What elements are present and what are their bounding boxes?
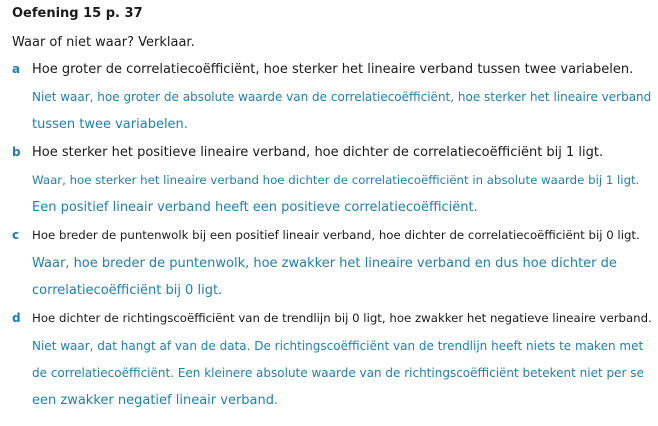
exercise-title: Oefening 15 p. 37 (12, 6, 143, 21)
item-answer-line: Niet waar, hoe groter de absolute waarde van de correlatiecoëfficiënt, hoe sterker het lineaire verband (32, 90, 652, 104)
item-answer-line: Niet waar, dat hangt af van de data. De richtingscoëfficiënt van de trendlijn heeft niets te maken met (32, 339, 644, 353)
item-letter: c (12, 228, 20, 242)
exercise-instruction: Waar of niet waar? Verklaar. (12, 35, 195, 50)
item-question: Hoe sterker het positieve lineaire verband, hoe dichter de correlatiecoëfficiënt bij 1 ligt. (32, 145, 604, 160)
item-answer-line: een zwakker negatief lineair verband. (32, 393, 279, 408)
item-letter: d (12, 311, 21, 325)
item-answer-line: Waar, hoe sterker het lineaire verband hoe dichter de correlatiecoëfficiënt in absolute waarde bij 1 ligt. (32, 173, 640, 187)
item-question: Hoe breder de puntenwolk bij een positief lineair verband, hoe dichter de correlatiecoëfficiënt bij 0 ligt. (32, 228, 640, 242)
item-answer-line: tussen twee variabelen. (32, 117, 188, 132)
item-letter: a (12, 62, 21, 76)
item-question: Hoe dichter de richtingscoëfficiënt van de trendlijn bij 0 ligt, hoe zwakker het negatieve lineaire verband. (32, 311, 652, 325)
item-answer-line: Waar, hoe breder de puntenwolk, hoe zwakker het lineaire verband en dus hoe dichter de (32, 256, 617, 271)
item-answer-line: de correlatiecoëfficiënt. Een kleinere absolute waarde van de richtingscoëfficiënt betekent niet per se (32, 366, 644, 380)
item-letter: b (12, 145, 21, 159)
item-answer-line: correlatiecoëfficiënt bij 0 ligt. (32, 283, 223, 298)
item-answer-line: Een positief lineair verband heeft een positieve correlatiecoëfficiënt. (32, 200, 478, 215)
item-question: Hoe groter de correlatiecoëfficiënt, hoe sterker het lineaire verband tussen twee variabelen. (32, 62, 634, 77)
